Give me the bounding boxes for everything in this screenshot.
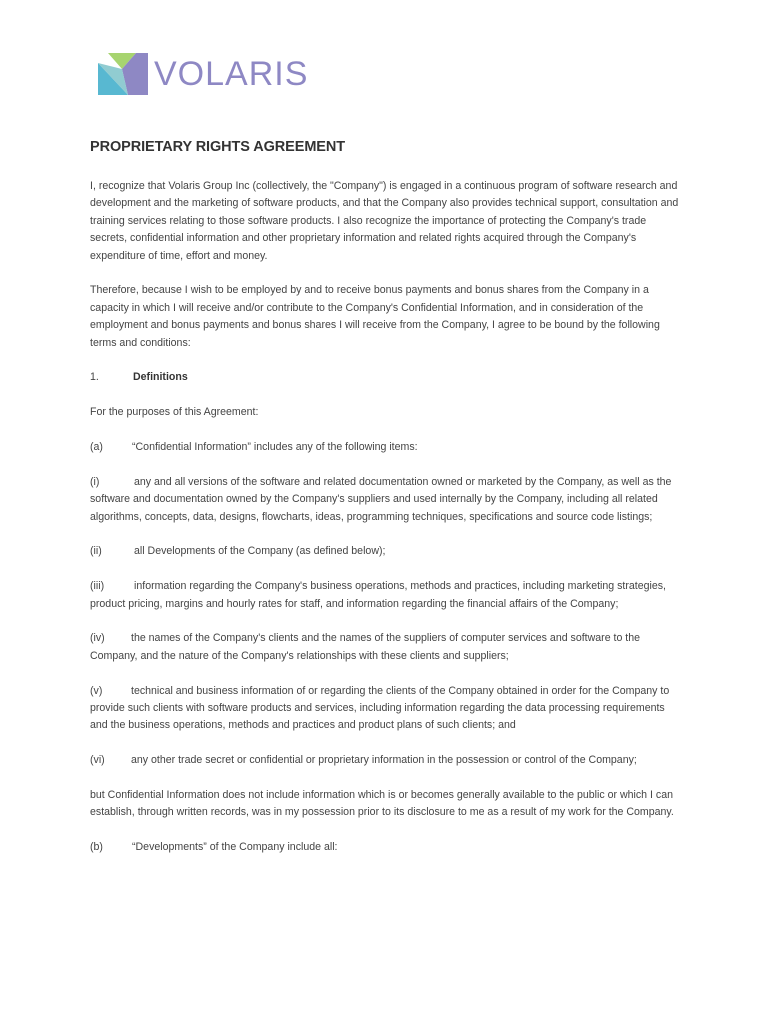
list-item-number: (iv) <box>90 632 105 645</box>
list-item-text: information regarding the Company's business operations, methods and practices, including marketing strategies, product pricing, margins and hourly rates for staff, and information regarding the financial affairs of the Company; <box>90 580 666 610</box>
section-number: 1. <box>90 371 99 384</box>
list-item-text: all Developments of the Company (as defined below); <box>134 545 386 558</box>
list-item-number: (v) <box>90 684 103 697</box>
list-item-a <box>90 439 680 456</box>
list-item-iv <box>90 630 680 665</box>
list-item-b <box>90 839 680 856</box>
list-item-text: the names of the Company's clients and the names of the suppliers of computer services and software to the Company, and the nature of the Company's relationships with these clients and suppliers; <box>90 632 641 662</box>
logo-wordmark: VOLARIS <box>154 55 309 93</box>
list-item-number: (i) <box>90 475 100 488</box>
volaris-logo <box>98 53 308 95</box>
list-item-text: any other trade secret or confidential or proprietary information in the possession or control of the Company; <box>131 754 637 767</box>
volaris-logo-mark-icon <box>98 53 148 95</box>
list-item-number: (iii) <box>90 580 105 593</box>
intro-paragraph-1: I, recognize that Volaris Group Inc (collectively, the "Company") is engaged in a continuous program of software research and development and the marketing of software products, and that the Company also provides technical support, consultation and training services relating to those software products. I also recognize the importance of protecting the Company's trade secrets, confidential information and other proprietary information and related rights acquired through the Company's expenditure of time, effort and money. <box>90 180 679 262</box>
list-item-ii <box>90 543 680 560</box>
list-item-text: technical and business information of or regarding the clients of the Company obtained in order for the Company to provide such clients with software products and services, including information regarding the data processing requirements and the business operations, methods and practices and product plans of such clients; and <box>90 684 670 732</box>
section-heading-definitions <box>90 369 680 386</box>
list-item-text: “Confidential Information” includes any of the following items: <box>132 441 418 454</box>
section-heading-label: Definitions <box>133 371 188 384</box>
list-item-number: (ii) <box>90 545 102 558</box>
document-title: PROPRIETARY RIGHTS AGREEMENT <box>90 139 346 155</box>
list-item-text: “Developments” of the Company include all: <box>132 841 338 854</box>
list-item-number: (vi) <box>90 754 105 767</box>
exclusion-paragraph: but Confidential Information does not include information which is or becomes generally available to the public or which I can establish, through written records, was in my possession prior to its disclosure to me as a result of my work for the Company. <box>90 789 674 819</box>
list-item-number: (b) <box>90 841 103 854</box>
purposes-line: For the purposes of this Agreement: <box>90 406 259 419</box>
list-item-iii <box>90 578 680 613</box>
list-item-vi <box>90 752 680 769</box>
list-item-v <box>90 683 680 735</box>
document-body <box>90 178 680 874</box>
list-item-number: (a) <box>90 441 103 454</box>
list-item-text: any and all versions of the software and related documentation owned or marketed by the Company, as well as the software and documentation owned by the Company's suppliers and used internally by the Company, including all related algorithms, concepts, data, designs, flowcharts, ideas, programming techniques, specifications and source code listings; <box>90 475 672 523</box>
list-item-i <box>90 474 680 526</box>
intro-paragraph-2: Therefore, because I wish to be employed by and to receive bonus payments and bonus shares from the Company in a capacity in which I will receive and/or contribute to the Company's Confidential Information, and in consideration of the employment and bonus payments and bonus shares I will receive from the Company, I agree to be bound by the following terms and conditions: <box>90 284 660 349</box>
